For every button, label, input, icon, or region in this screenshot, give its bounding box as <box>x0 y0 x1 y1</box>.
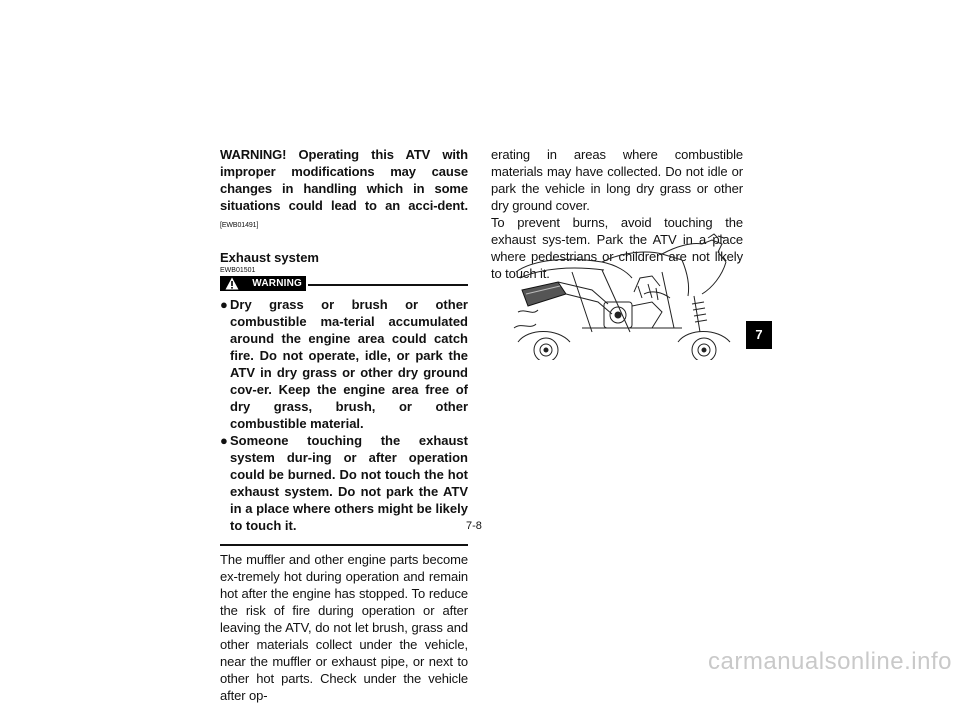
left-column <box>220 146 468 704</box>
body-paragraph-continued: erating in areas where combustible materials may have collected. Do not idle or park the vehicle in long dry grass or other dry ground cover. <box>491 147 743 213</box>
warning-bottom-rule <box>220 544 468 546</box>
chapter-tab: 7 <box>746 321 772 349</box>
bullet-icon: ● <box>220 297 228 312</box>
warning-item <box>220 296 468 432</box>
section-title: Exhaust system <box>220 250 319 265</box>
warning-top-rule <box>308 284 468 286</box>
body-paragraph-burns: To prevent burns, avoid touching the exhaust sys-tem. Park the ATV in a place where pedestrians or children are not likely to touch it. <box>491 215 743 281</box>
warning-item-text: Dry grass or brush or other combustible ma-terial accumulated around the engine area could catch fire. Do not operate, idle, or park the ATV in dry grass or other dry ground cov-er. Keep the engine area free of dry grass, brush, or other combustible material. <box>230 297 468 431</box>
warning-lead-code: [EWB01491] <box>220 222 259 229</box>
bullet-icon: ● <box>220 433 228 448</box>
warning-item-text: Someone touching the exhaust system dur-ing or after operation could be burned. Do not touch the hot exhaust system. Do not park the ATV in a place where others might be likely to touch it. <box>230 433 468 533</box>
warning-item <box>220 432 468 534</box>
body-paragraph: The muffler and other engine parts become ex-tremely hot during operation and remain hot after the engine has stopped. To reduce the risk of fire during operation or after leaving the ATV, do not let brush, grass and other materials collect under the vehicle, near the muffler or exhaust pipe, or next to other hot parts. Check under the vehicle after op- <box>220 552 468 703</box>
warning-lead <box>220 146 468 234</box>
page-number: 7-8 <box>466 520 482 532</box>
warning-badge <box>220 276 306 291</box>
section-code: EWB01501 <box>220 267 256 274</box>
warning-header <box>220 276 468 290</box>
warning-triangle-icon <box>225 277 239 295</box>
watermark: carmanualsonline.info <box>708 648 952 675</box>
warning-list <box>220 296 468 534</box>
warning-label: WARNING <box>252 278 302 289</box>
warning-lead-text: WARNING! Operating this ATV with improper modifications may cause changes in handling which in some situations could lead to an acci-dent. <box>220 147 468 213</box>
atv-exhaust-illustration <box>512 232 734 360</box>
